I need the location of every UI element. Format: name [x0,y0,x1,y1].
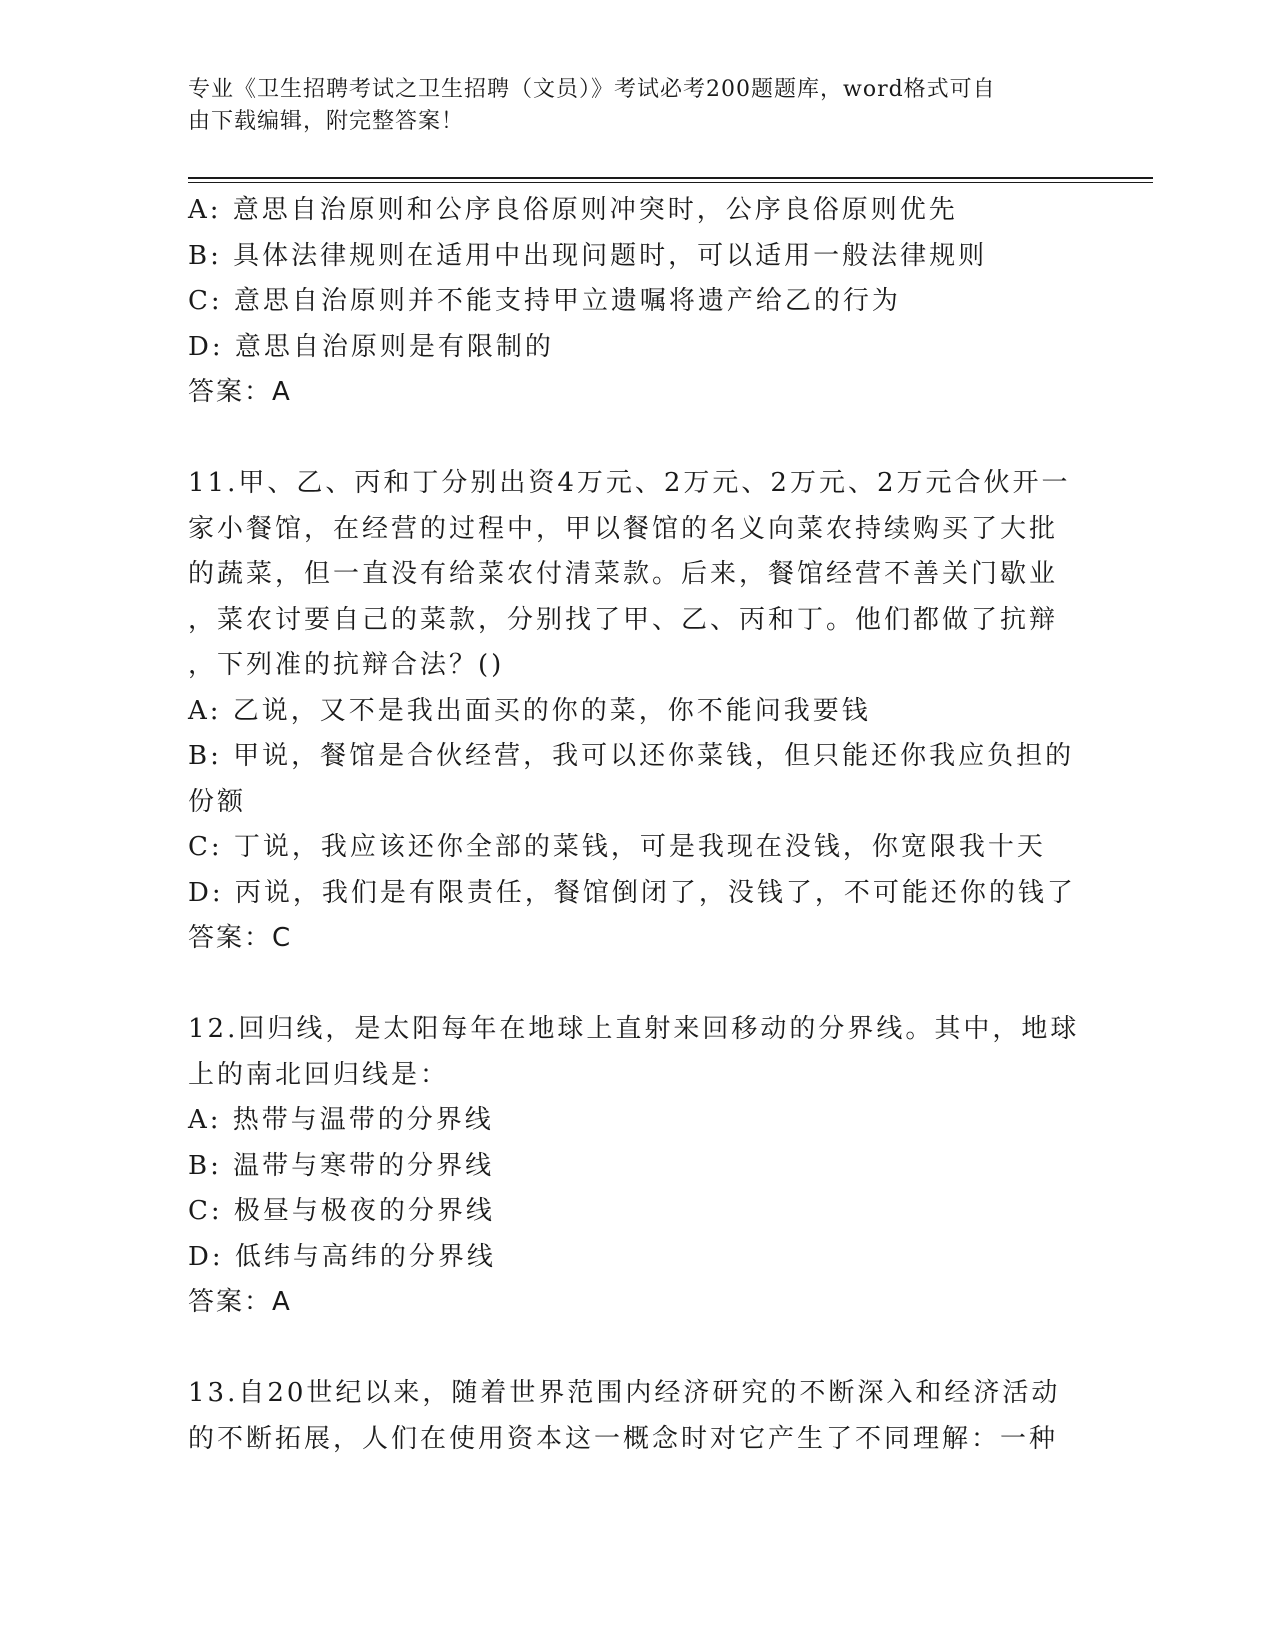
answer: 答案：A [188,377,292,407]
option-b: B: 具体法律规则在适用中出现问题时，可以适用一般法律规则 [188,240,988,271]
option-a: A: 意思自治原则和公序良俗原则冲突时，公序良俗原则优先 [188,195,958,225]
spacer [188,962,1093,1008]
question-stem-line: 的蔬菜，但一直没有给菜农付清菜款。后来，餐馆经营不善关门歇业 [188,559,1059,589]
option-b-continued: 份额 [188,786,247,817]
question-stem-line: ，菜农讨要自己的菜款，分别找了甲、乙、丙和丁。他们都做了抗辩 [188,604,1059,635]
header-line-1: 专业《卫生招聘考试之卫生招聘（文员）》考试必考200题题库，word格式可自 [188,77,996,102]
document-header [188,74,1068,138]
spacer [188,1326,1093,1372]
header-line-2: 由下载编辑，附完整答案！ [188,109,465,134]
question-stem-line: 家小餐馆，在经营的过程中，甲以餐馆的名义向菜农持续购买了大批 [188,513,1059,544]
option-d: D: 意思自治原则是有限制的 [188,331,554,362]
question-11 [188,461,1093,962]
question-stem-line: 13.自20世纪以来，随着世界范围内经济研究的不断深入和经济活动 [188,1378,1061,1408]
option-d: D: 低纬与高纬的分界线 [188,1241,496,1272]
header-rule-thick [188,177,1153,179]
spacer [188,416,1093,462]
question-12 [188,1007,1093,1326]
question-10 [188,188,1093,416]
question-stem-line: 的不断拓展，人们在使用资本这一概念时对它产生了不同理解：一种 [188,1423,1059,1454]
option-a: A: 热带与温带的分界线 [188,1105,494,1135]
option-c: C: 丁说，我应该还你全部的菜钱，可是我现在没钱，你宽限我十天 [188,832,1046,862]
option-d: D: 丙说，我们是有限责任，餐馆倒闭了，没钱了，不可能还你的钱了 [188,877,1076,908]
header-rule-thin [188,182,1153,183]
option-b: B: 温带与寒带的分界线 [188,1150,495,1181]
question-body [188,188,1093,1462]
question-stem-line: 上的南北回归线是： [188,1059,450,1090]
option-c: C: 意思自治原则并不能支持甲立遗嘱将遗产给乙的行为 [188,286,901,316]
answer: 答案：A [188,1287,292,1317]
question-13 [188,1371,1093,1462]
question-stem-line: 11.甲、乙、丙和丁分别出资4万元、2万元、2万元、2万元合伙开一 [188,468,1071,498]
answer: 答案：C [188,923,293,953]
option-a: A: 乙说，又不是我出面买的你的菜，你不能问我要钱 [188,695,871,726]
option-b: B: 甲说，餐馆是合伙经营，我可以还你菜钱，但只能还你我应负担的 [188,741,1075,771]
option-c: C: 极昼与极夜的分界线 [188,1196,495,1226]
question-stem-line: 12.回归线，是太阳每年在地球上直射来回移动的分界线。其中，地球 [188,1014,1080,1044]
question-stem-line: ，下列准的抗辩合法？() [188,650,505,680]
